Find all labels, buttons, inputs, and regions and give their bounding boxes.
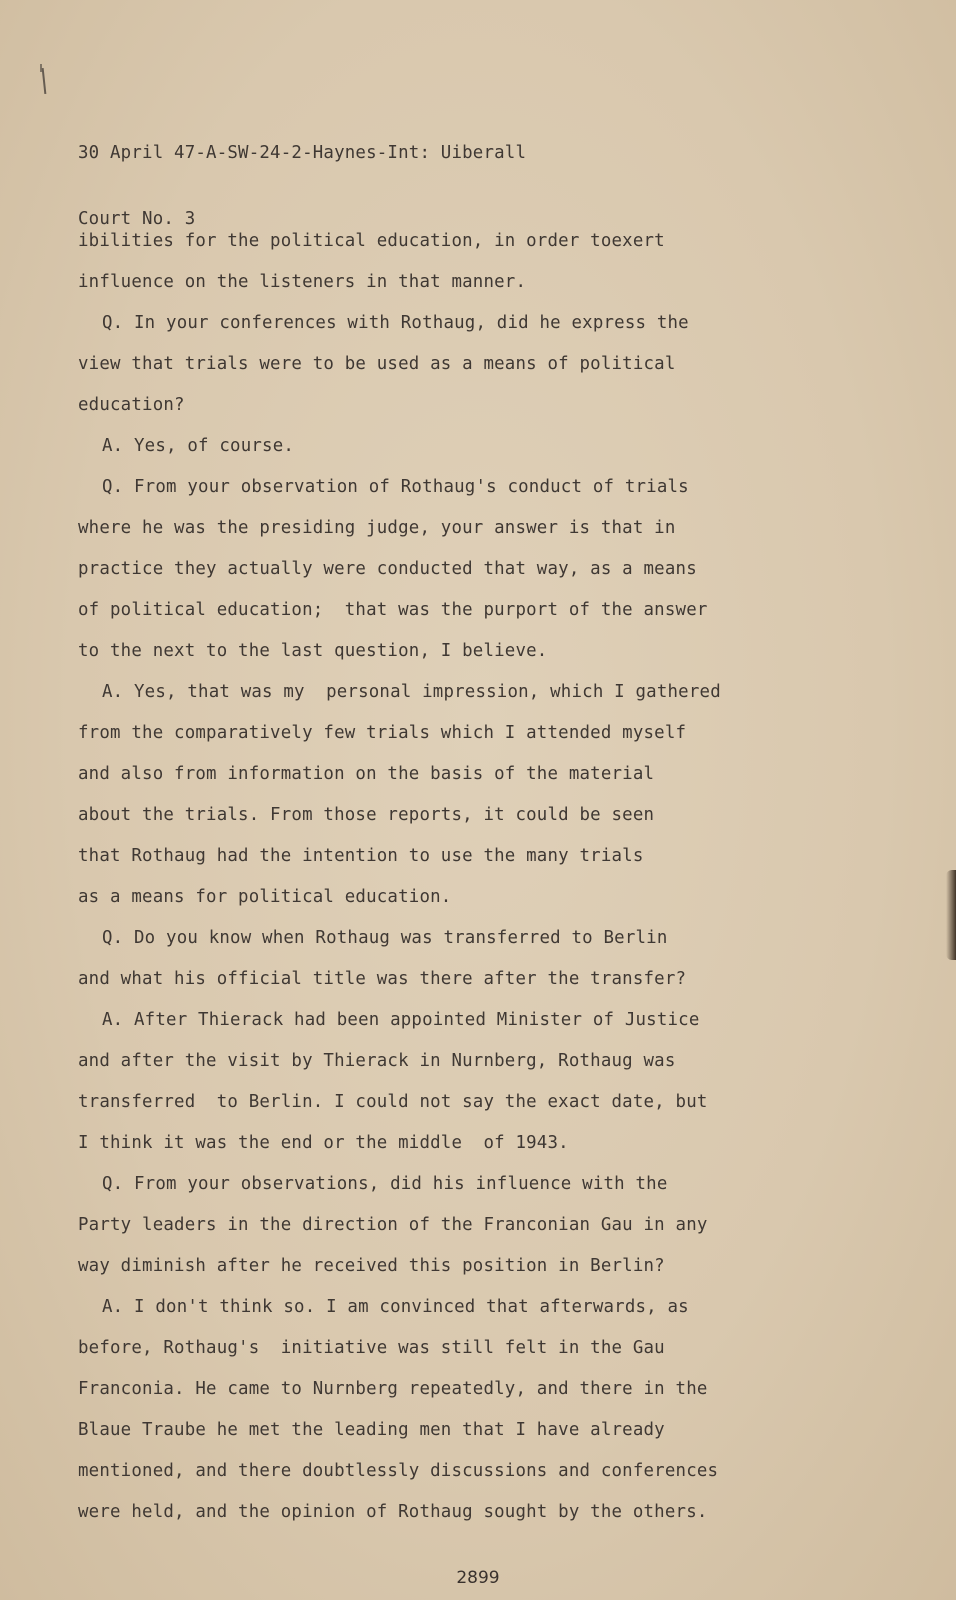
transcript-line: from the comparatively few trials which I attended myself [78,723,687,743]
transcript-line: influence on the listeners in that manner. [78,272,527,292]
transcript-line: A. After Thierack had been appointed Minister of Justice [102,1010,700,1030]
header-session-line: 30 April 47-A-SW-24-2-Haynes-Int: Uiberall [78,143,527,163]
transcript-line: mentioned, and there doubtlessly discussions and conferences [78,1461,719,1481]
transcript-line: where he was the presiding judge, your answer is that in [78,518,676,538]
transcript-line: way diminish after he received this position in Berlin? [78,1256,665,1276]
page-number: 2899 [456,1568,500,1588]
transcript-line: before, Rothaug's initiative was still felt in the Gau [78,1338,665,1358]
transcript-line: were held, and the opinion of Rothaug sought by the others. [78,1502,708,1522]
transcript-line: and also from information on the basis of the material [78,764,655,784]
transcript-line: Party leaders in the direction of the Franconian Gau in any [78,1215,708,1235]
header-court-line: Court No. 3 [78,209,196,229]
binding-edge-shadow [946,870,956,960]
transcript-line: of political education; that was the purport of the answer [78,600,708,620]
transcript-line: A. Yes, that was my personal impression, which I gathered [102,682,721,702]
transcript-line: Q. In your conferences with Rothaug, did he express the [102,313,689,333]
transcript-line: Franconia. He came to Nurnberg repeatedly, and there in the [78,1379,708,1399]
transcript-line: transferred to Berlin. I could not say the exact date, but [78,1092,708,1112]
transcript-line: A. Yes, of course. [102,436,295,456]
transcript-line: and what his official title was there after the transfer? [78,969,687,989]
transcript-line: as a means for political education. [78,887,452,907]
transcript-line: Q. Do you know when Rothaug was transferred to Berlin [102,928,668,948]
transcript-line: to the next to the last question, I believe. [78,641,548,661]
transcript-line: view that trials were to be used as a means of political [78,354,676,374]
transcript-line: Q. From your observation of Rothaug's conduct of trials [102,477,689,497]
transcript-line: Q. From your observations, did his influence with the [102,1174,668,1194]
transcript-line: Blaue Traube he met the leading men that I have already [78,1420,665,1440]
transcript-line: that Rothaug had the intention to use the many trials [78,846,644,866]
transcript-line: about the trials. From those reports, it could be seen [78,805,655,825]
transcript-line: I think it was the end or the middle of 1943. [78,1133,569,1153]
transcript-body [78,221,721,1533]
transcript-line: A. I don't think so. I am convinced that afterwards, as [102,1297,689,1317]
transcript-line: practice they actually were conducted that way, as a means [78,559,697,579]
transcript-line: education? [78,395,185,415]
transcript-line: and after the visit by Thierack in Nurnberg, Rothaug was [78,1051,676,1071]
transcript-line: ibilities for the political education, in order toexert [78,231,665,251]
margin-tick-mark [42,68,47,94]
